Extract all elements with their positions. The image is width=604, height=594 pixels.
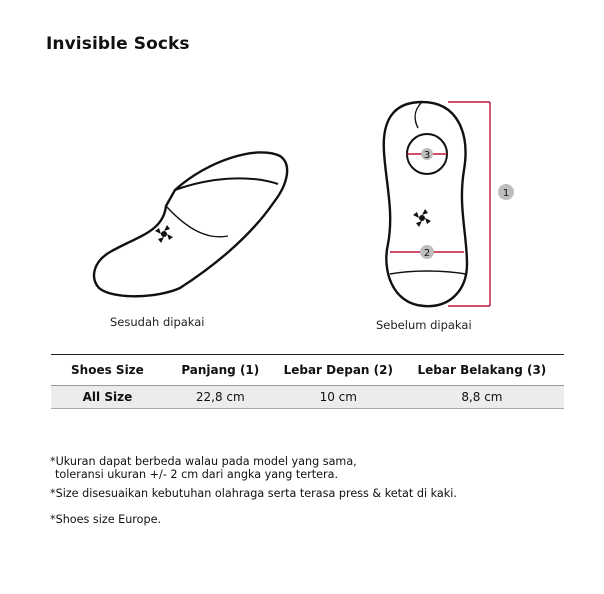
size-note	[50, 455, 357, 481]
header-shoes-size: Shoes Size	[51, 355, 164, 386]
size-table	[51, 354, 564, 409]
header-back-width: Lebar Belakang (3)	[400, 355, 564, 386]
note-line: *Ukuran dapat berbeda walau pada model yang sama,	[50, 455, 357, 468]
length-marker	[448, 102, 514, 306]
sock-worn-illustration	[88, 140, 298, 300]
before-worn-caption: Sebelum dipakai	[376, 318, 472, 332]
cell-length: 22,8 cm	[164, 386, 277, 409]
table-row	[51, 386, 564, 409]
header-front-width: Lebar Depan (2)	[277, 355, 400, 386]
marker-label-1: 1	[502, 188, 510, 199]
brand-logo-icon	[413, 209, 431, 227]
after-worn-caption: Sesudah dipakai	[110, 315, 205, 329]
marker-label-3: 3	[423, 150, 431, 161]
cell-size: All Size	[51, 386, 164, 409]
europe-size-note: *Shoes size Europe.	[50, 513, 162, 526]
page-title: Invisible Socks	[46, 34, 190, 54]
table-header-row	[51, 355, 564, 386]
cell-back-width: 8,8 cm	[400, 386, 564, 409]
note-line: toleransi ukuran +/- 2 cm dari angka yang tertera.	[55, 468, 339, 481]
marker-label-2: 2	[423, 248, 431, 259]
header-length: Panjang (1)	[164, 355, 277, 386]
sock-flat-illustration	[372, 94, 522, 314]
brand-logo-icon	[155, 225, 173, 243]
cell-front-width: 10 cm	[277, 386, 400, 409]
fit-note: *Size disesuaikan kebutuhan olahraga serta terasa press & ketat di kaki.	[50, 487, 457, 500]
